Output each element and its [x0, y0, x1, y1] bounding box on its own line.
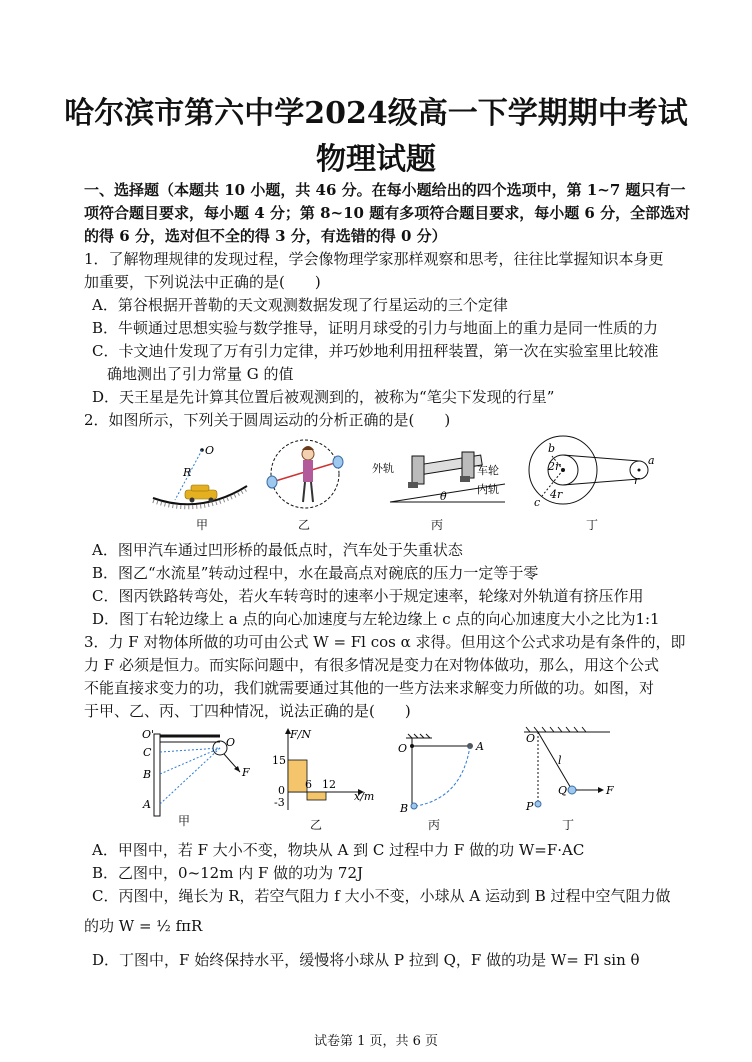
- q3-option-c: C．丙图中，绳长为 R，若空气阻力 f 大小不变，小球从 A 运动到 B 过程中空气阻力做: [92, 887, 671, 905]
- q1-stem-line-2: 加重要，下列说法中正确的是( ): [84, 273, 321, 291]
- q3-stem-line-3: 不能直接求变力的功，我们就需要通过其他的一些方法来求解变力所做的功。如图，对: [84, 679, 655, 697]
- q2-caption-yi: 乙: [298, 518, 311, 532]
- q2-figure-bing: [370, 446, 508, 506]
- label-O: O: [226, 736, 236, 749]
- q3-figure-jia: [140, 726, 260, 822]
- q1-option-d: D．天王星是先计算其位置后被观测到的，被称为“笔尖下发现的行星”: [92, 388, 555, 406]
- q1-stem-line-1: 1．了解物理规律的发现过程，学会像物理学家那样观察和思考，往往比掌握知识本身更: [84, 250, 664, 268]
- label-c: c: [534, 496, 541, 509]
- section-header-line-3: 的得 6 分，选对但不全的得 3 分，有选错的得 0 分）: [84, 227, 447, 245]
- q2-caption-bing: 丙: [431, 518, 444, 532]
- q3-option-b: B．乙图中，0~12m 内 F 做的功为 72J: [92, 864, 364, 882]
- q1-option-c-cont: 确地测出了引力常量 G 的值: [92, 365, 294, 383]
- label-a: a: [648, 454, 655, 467]
- exam-subtitle: 物理试题: [316, 142, 436, 177]
- label-B: B: [143, 768, 152, 781]
- q1-option-a: A．第谷根据开普勒的天文观测数据发现了行星运动的三个定律: [92, 296, 508, 314]
- q3-option-d: D．丁图中，F 始终保持水平，缓慢将小球从 P 拉到 Q，F 做的功是 W= Fl sin θ: [92, 951, 640, 969]
- label-x6: 6: [305, 778, 312, 791]
- label-O3: O: [398, 742, 408, 755]
- q3-option-c-cont: 的功 W = ½ fπR: [84, 917, 203, 935]
- label-4r: 4r: [550, 488, 563, 501]
- label-Q: Q: [558, 784, 568, 797]
- q1-option-b: B．牛顿通过思想实验与数学推导，证明月球受的引力与地面上的重力是同一性质的力: [92, 319, 659, 337]
- label-C: C: [143, 746, 152, 759]
- label-F4: F: [606, 784, 614, 797]
- q3-stem-line-4: 于甲、乙、丙、丁四种情况，说法正确的是( ): [84, 702, 411, 720]
- q3-caption-ding: 丁: [562, 818, 575, 832]
- label-2r: 2r: [548, 460, 561, 473]
- q3-caption-jia: 甲: [178, 814, 191, 828]
- q3-figure-ding: [520, 724, 620, 812]
- q2-stem: 2．如图所示，下列关于圆周运动的分析正确的是( ): [84, 411, 451, 429]
- label-xm: x/m: [354, 790, 375, 803]
- q2-option-c: C．图丙铁路转弯处，若火车转弯时的速率小于规定速率，轮缘对外轨道有挤压作用: [92, 587, 644, 605]
- q1-option-c: C．卡文迪什发现了万有引力定律，并巧妙地利用扭秤装置，第一次在实验室里比较准: [92, 342, 659, 360]
- q3-figure-bing: [392, 726, 492, 814]
- label-B3: B: [400, 802, 409, 814]
- label-b: b: [548, 442, 556, 455]
- q3-caption-bing: 丙: [428, 818, 441, 832]
- label-theta: θ: [440, 490, 447, 503]
- q2-figure-jia: [145, 440, 255, 510]
- label-y15: 15: [272, 754, 286, 767]
- label-R: R: [183, 466, 192, 479]
- section-header-line-1: 一、选择题（本题共 10 小题，共 46 分。在每小题给出的四个选项中，第 1~7 题只有一: [84, 181, 686, 199]
- label-inner-rail: 内轨: [477, 483, 499, 496]
- label-wheel: 车轮: [477, 464, 499, 477]
- exam-title: 哈尔滨市第六中学2024级高一下学期期中考试: [64, 96, 688, 131]
- label-FN: F/N: [290, 728, 311, 741]
- q3-figure-yi: [268, 726, 384, 812]
- label-A3: A: [476, 740, 484, 753]
- q3-caption-yi: 乙: [310, 818, 323, 832]
- q2-caption-jia: 甲: [196, 518, 209, 532]
- label-F: F: [242, 766, 250, 779]
- page-footer: 试卷第 1 页，共 6 页: [313, 1034, 439, 1049]
- q2-caption-ding: 丁: [586, 518, 599, 532]
- q2-figure-yi: [262, 436, 348, 512]
- q3-stem-line-1: 3．力 F 对物体所做的功可由公式 W = Fl cos α 求得。但用这个公式求功是有条件的，即: [84, 633, 686, 651]
- q2-option-b: B．图乙“水流星”转动过程中，水在最高点对碗底的压力一定等于零: [92, 564, 539, 582]
- label-l: l: [558, 754, 562, 767]
- label-A: A: [143, 798, 151, 811]
- q2-option-d: D．图丁右轮边缘上 a 点的向心加速度与左轮边缘上 c 点的向心加速度大小之比为1:1: [92, 610, 660, 628]
- q2-figure-ding: [526, 434, 666, 510]
- q3-stem-line-2: 力 F 必须是恒力。而实际问题中，有很多情况是变力在对物体做功，那么，用这个公式: [84, 656, 659, 674]
- q2-option-a: A．图甲汽车通过凹形桥的最低点时，汽车处于失重状态: [92, 541, 463, 559]
- label-O: O: [205, 444, 215, 457]
- label-O4: O: [526, 732, 536, 745]
- q3-option-a: A．甲图中，若 F 大小不变，物块从 A 到 C 过程中力 F 做的功 W=F·AC: [92, 841, 585, 859]
- label-O-prime: O': [142, 728, 155, 741]
- label-P: P: [526, 800, 534, 812]
- label-x12: 12: [322, 778, 336, 791]
- label-y0: 0: [278, 784, 285, 797]
- section-header-line-2: 项符合题目要求，每小题 4 分；第 8~10 题有多项符合题目要求，每小题 6 分，全部选对: [84, 204, 691, 222]
- label-r: r: [634, 474, 640, 487]
- label-outer-rail: 外轨: [372, 462, 394, 475]
- label-ym3: -3: [274, 796, 285, 809]
